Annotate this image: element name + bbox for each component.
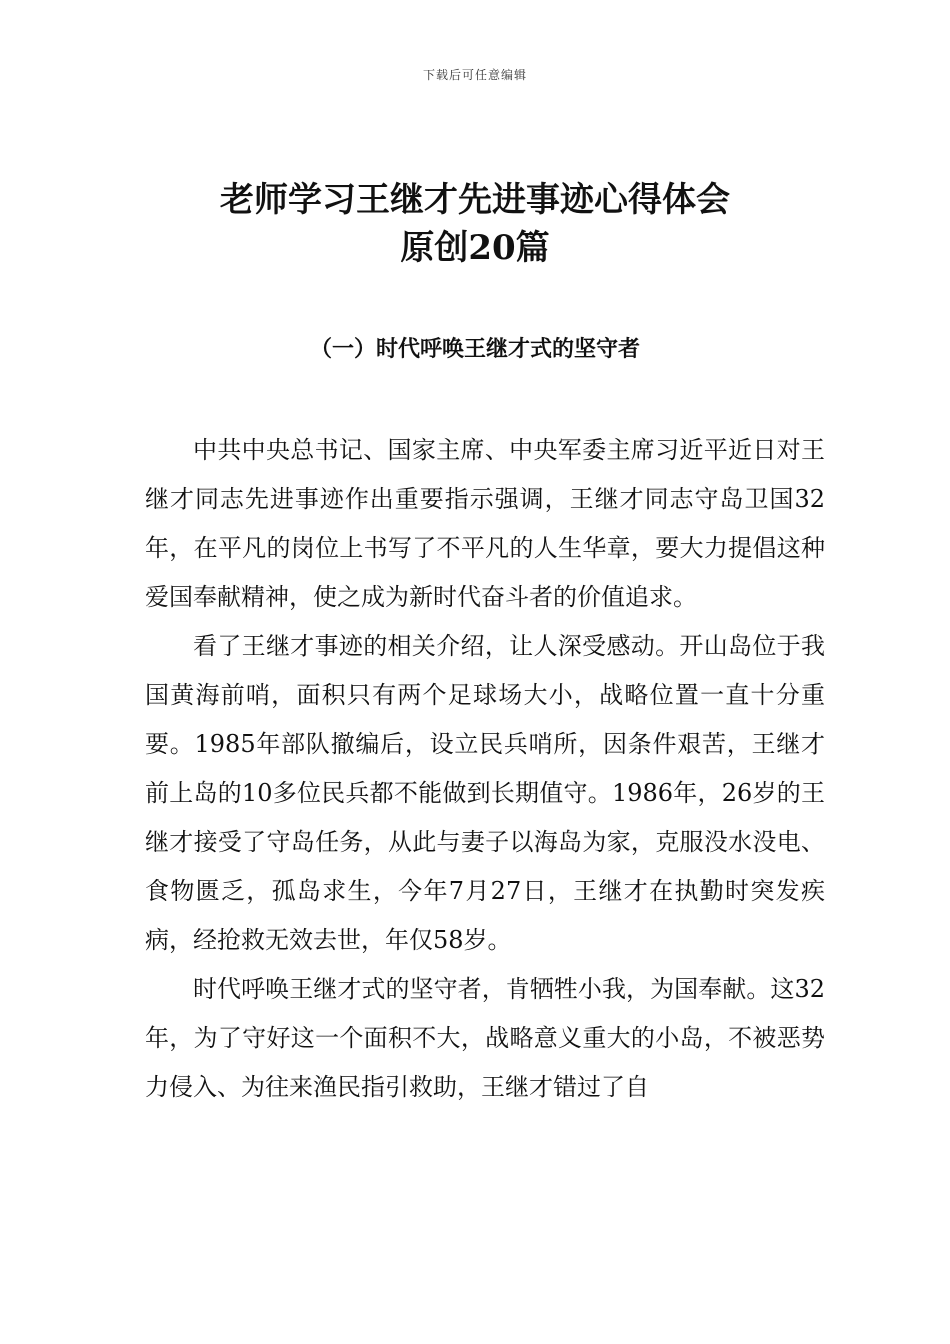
section-heading: （一）时代呼唤王继才式的坚守者 [309,336,640,362]
title-line-1: 老师学习王继才先进事迹心得体会 [220,180,730,220]
title-line-2: 原创20篇 [400,228,550,268]
header-note: 下载后可任意编辑 [422,68,527,82]
document-title [0,176,950,272]
paragraph-3: 时代呼唤王继才式的坚守者，肯牺牲小我，为国奉献。这32年，为了守好这一个面积不大，战略意义重大的小岛，不被恶势力侵入、为往来渔民指引救助，王继才错过了自 [145,975,825,1101]
paragraph-2: 看了王继才事迹的相关介绍，让人深受感动。开山岛位于我国黄海前哨，面积只有两个足球场大小，战略位置一直十分重要。1985年部队撤编后，设立民兵哨所，因条件艰苦，王继才前上岛的10多位民兵都不能做到长期值守。1986年，26岁的王继才接受了守岛任务，从此与妻子以海岛为家，克服没水没电、食物匮乏，孤岛求生，今年7月27日，王继才在执勤时突发疾病，经抢救无效去世，年仅58岁。 [145,632,825,954]
body-text [145,426,825,1112]
paragraph-1: 中共中央总书记、国家主席、中央军委主席习近平近日对王继才同志先进事迹作出重要指示强调，王继才同志守岛卫国32年，在平凡的岗位上书写了不平凡的人生华章，要大力提倡这种爱国奉献精神，使之成为新时代奋斗者的价值追求。 [145,436,825,611]
